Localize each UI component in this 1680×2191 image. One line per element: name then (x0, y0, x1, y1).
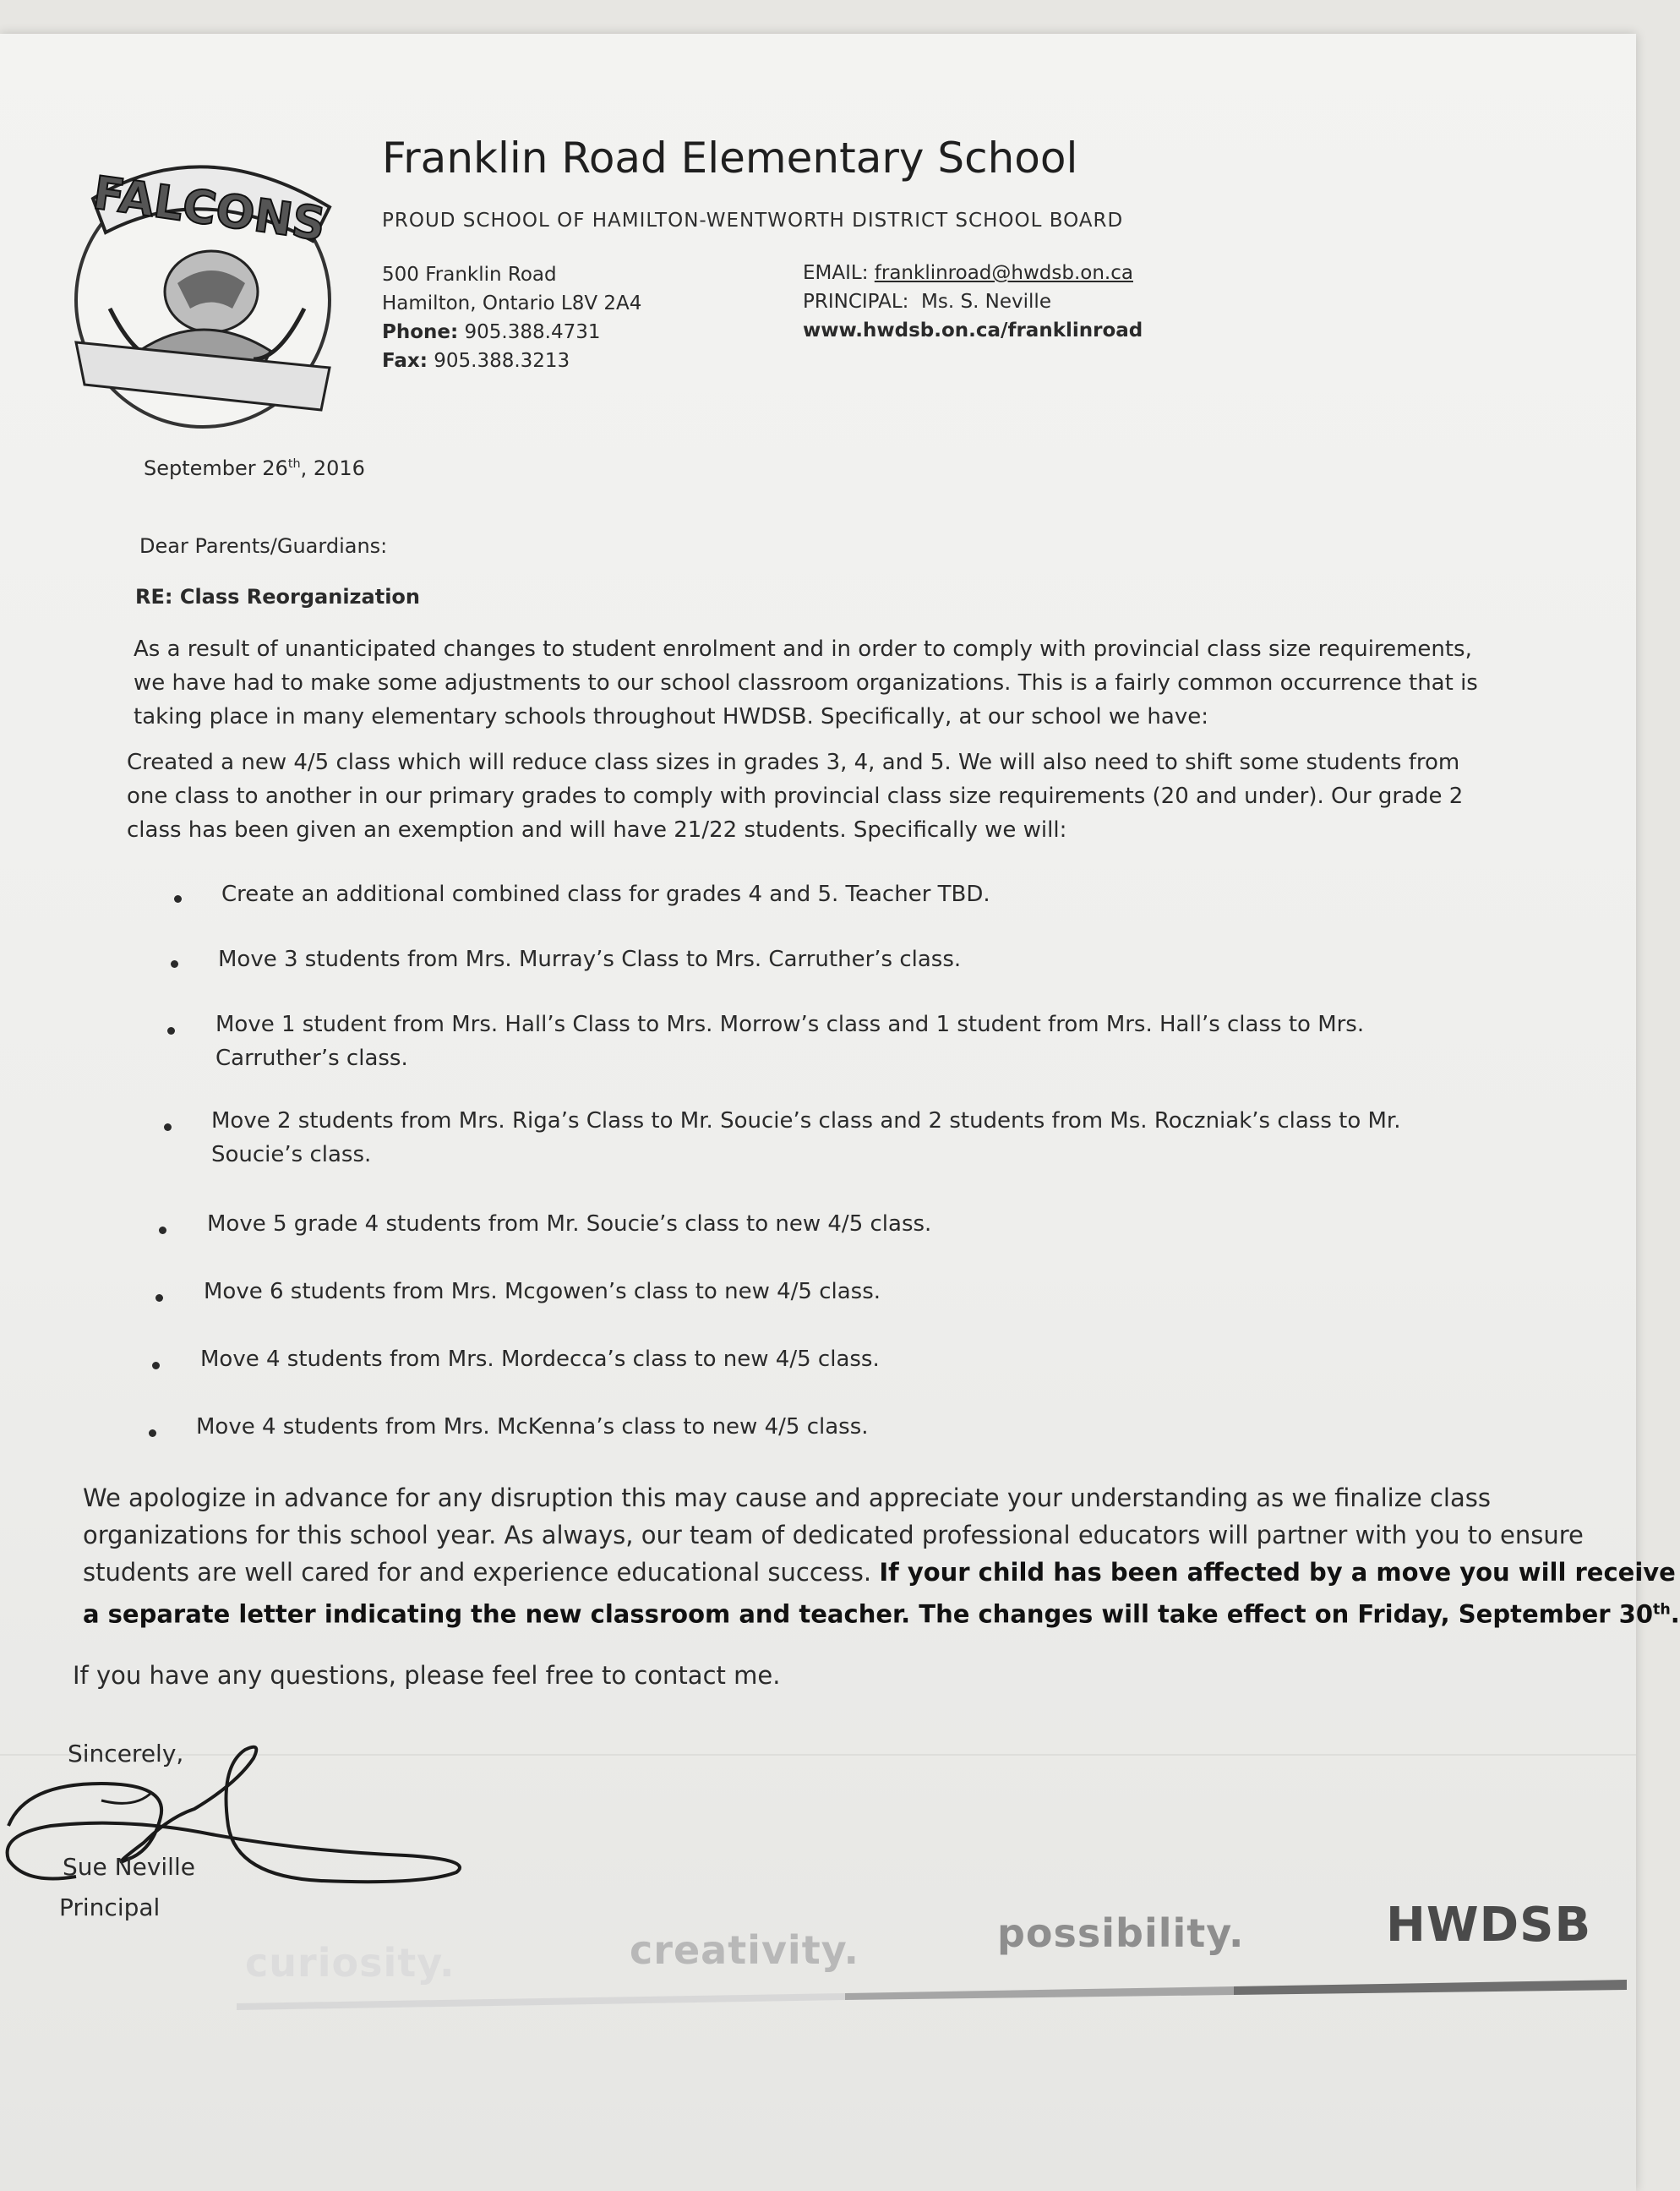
intro-line: taking place in many elementary schools throughout HWDSB. Specifically, at our school we have: (134, 704, 1208, 729)
letter-page (0, 34, 1680, 2191)
footer-tagline-creativity: creativity. (630, 1927, 859, 1973)
phone-label: Phone: (382, 321, 459, 343)
address-line-2: Hamilton, Ontario L8V 2A4 (382, 292, 642, 314)
bullet-item (196, 1410, 869, 1444)
created-line: one class to another in our primary grades to comply with provincial class size requirements (20 and under). Our grade 2 (127, 784, 1464, 809)
intro-paragraph (134, 632, 1478, 734)
closing-line: organizations for this school year. As always, our team of dedicated professional educators will partner with you to ensure (83, 1521, 1584, 1549)
principal-label: PRINCIPAL: (803, 291, 909, 313)
created-paragraph (127, 746, 1463, 847)
board-line: PROUD SCHOOL OF HAMILTON-WENTWORTH DISTRICT SCHOOL BOARD (382, 210, 1124, 232)
closing-line (83, 1554, 1680, 1591)
email-link[interactable]: franklinroad@hwdsb.on.ca (874, 262, 1133, 284)
bullet-dot (149, 1429, 156, 1437)
bullet-line: Move 5 grade 4 students from Mr. Soucie’s class to new 4/5 class. (207, 1211, 932, 1237)
closing-bold: If your child has been affected by a move you will receive (879, 1558, 1676, 1587)
bullet-line: Move 1 student from Mrs. Hall’s Class to Mrs. Morrow’s class and 1 student from Mrs. Hall’s class to Mrs. (215, 1012, 1365, 1037)
bullet-dot (171, 960, 178, 968)
signer-title: Principal (59, 1893, 161, 1921)
footer-rule (0, 1961, 1636, 2012)
phone-value: 905.388.4731 (464, 321, 601, 343)
principal-line (803, 287, 1051, 316)
date-text: September 26 (144, 456, 288, 480)
logo-text: FALCONS (90, 166, 329, 252)
website-link[interactable]: www.hwdsb.on.ca/franklinroad (803, 320, 1143, 341)
bullet-line: Create an additional combined class for grades 4 and 5. Teacher TBD. (221, 882, 990, 907)
questions-line: If you have any questions, please feel free to contact me. (73, 1661, 781, 1690)
bullet-dot (164, 1123, 172, 1131)
bullet-line: Move 3 students from Mrs. Murray’s Class to Mrs. Carruther’s class. (218, 947, 962, 972)
bullet-dot (174, 895, 182, 903)
bullet-line: Carruther’s class. (215, 1046, 408, 1071)
bullet-item (207, 1207, 931, 1241)
bullet-dot (155, 1294, 163, 1302)
email-line (803, 259, 1133, 287)
sign-off: Sincerely, (68, 1740, 184, 1768)
falcons-logo (59, 139, 346, 444)
subject-line: RE: Class Reorganization (135, 585, 420, 609)
footer-brand-logo: HWDSB (1386, 1898, 1592, 1953)
footer-tagline-possibility: possibility. (997, 1910, 1245, 1956)
closing-line: We apologize in advance for any disruption this may cause and appreciate your understanding as we finalize class (83, 1483, 1491, 1512)
closing-bold: a separate letter indicating the new classroom and teacher. The changes will take effect on Friday, September 30 (83, 1599, 1654, 1629)
date-year: , 2016 (300, 456, 365, 480)
salutation: Dear Parents/Guardians: (139, 534, 388, 558)
letter-date (144, 456, 365, 480)
closing-plain: students are well cared for and experience educational success. (83, 1558, 880, 1587)
bullet-line: Move 4 students from Mrs. Mordecca’s class to new 4/5 class. (200, 1347, 880, 1372)
bullet-dot (167, 1027, 175, 1035)
bullet-line: Move 6 students from Mrs. Mcgowen’s class to new 4/5 class. (204, 1279, 881, 1304)
bullet-line: Move 4 students from Mrs. McKenna’s class to new 4/5 class. (196, 1414, 869, 1440)
closing-paragraph (83, 1479, 1680, 1633)
bullet-line: Move 2 students from Mrs. Riga’s Class to Mr. Soucie’s class and 2 students from Ms. Roczniak’s class to Mr. (211, 1108, 1401, 1134)
bullet-line: Soucie’s class. (211, 1142, 372, 1167)
closing-period: . (1670, 1599, 1680, 1629)
closing-ordinal: th (1653, 1601, 1671, 1618)
intro-line: we have had to make some adjustments to our school classroom organizations. This is a fairly common occurrence that is (134, 670, 1478, 696)
bullet-dot (159, 1227, 166, 1234)
created-line: class has been given an exemption and will have 21/22 students. Specifically we will: (127, 817, 1067, 843)
phone-line (382, 318, 600, 347)
bullet-item (221, 877, 990, 911)
bullet-item (211, 1104, 1401, 1172)
fax-value: 905.388.3213 (434, 350, 570, 372)
bullet-item (200, 1342, 880, 1376)
bullet-dot (152, 1362, 160, 1369)
email-label: EMAIL: (803, 262, 869, 284)
principal-value: Ms. S. Neville (921, 291, 1051, 313)
closing-line (83, 1591, 1680, 1633)
created-line: Created a new 4/5 class which will reduce class sizes in grades 3, 4, and 5. We will also need to shift some students from (127, 750, 1460, 775)
bullet-item (204, 1275, 881, 1309)
bullet-item (218, 943, 961, 976)
signer-name: Sue Neville (63, 1853, 195, 1881)
school-name: Franklin Road Elementary School (382, 134, 1078, 183)
bullet-item (215, 1008, 1364, 1075)
address-line-1: 500 Franklin Road (382, 264, 557, 286)
fax-label: Fax: (382, 350, 428, 372)
intro-line: As a result of unanticipated changes to student enrolment and in order to comply with provincial class size requirements, (134, 637, 1472, 662)
fax-line (382, 347, 570, 375)
date-ordinal: th (287, 457, 301, 471)
footer-tagline-curiosity: curiosity. (245, 1940, 455, 1986)
